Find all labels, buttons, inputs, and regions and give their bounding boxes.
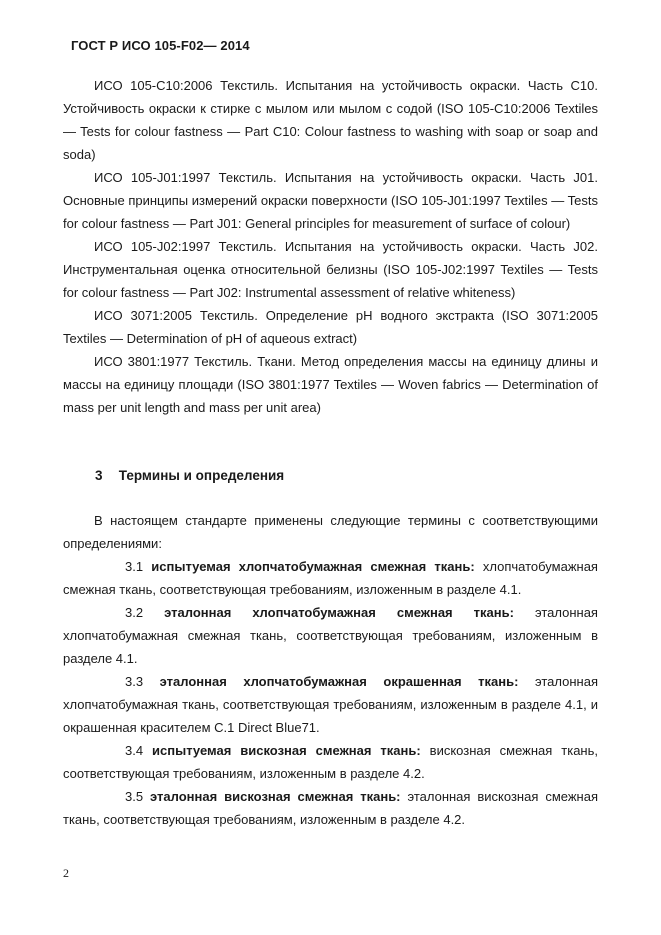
terms-list [63,509,598,831]
normative-references [63,74,598,419]
term-entry [63,739,598,785]
term-number: 3.5 [125,789,144,804]
page-number: 2 [63,866,69,880]
section-heading [95,468,284,483]
reference-item: ИСО 3071:2005 Текстиль. Определение pH водного экстракта (ISO 3071:2005 Textiles — Determination of pH of aqueous extract) [63,308,598,346]
term-entry [63,670,598,739]
document-header: ГОСТ Р ИСО 105-F02— 2014 [71,38,250,53]
term-name: эталонная хлопчатобумажная окрашенная ткань: [159,674,519,689]
term-number: 3.3 [125,674,144,689]
term-definition: эталонная хлопчатобумажная смежная ткань, соответствующая требованиям, изложенным в разделе 4.1. [63,605,598,666]
section-intro: В настоящем стандарте применены следующие термины с соответствующими определениями: [63,513,598,551]
term-definition: хлопчатобумажная смежная ткань, соответствующая требованиям, изложенным в разделе 4.1. [63,559,598,597]
term-number: 3.4 [125,743,144,758]
reference-item: ИСО 105-J02:1997 Текстиль. Испытания на устойчивость окраски. Часть J02. Инструментальная оценка относительной белизны (ISO 105-J02:1997 Textiles — Tests for colour fastness — Part J02: Instrumental assessment of relative whiteness) [63,239,598,300]
term-number: 3.2 [125,605,144,620]
term-name: испытуемая хлопчатобумажная смежная ткань: [151,559,475,574]
reference-item: ИСО 3801:1977 Текстиль. Ткани. Метод определения массы на единицу длины и массы на единицу площади (ISO 3801:1977 Textiles — Woven fabrics — Determination of mass per unit length and mass per unit area) [63,354,598,415]
term-entry [63,555,598,601]
section-title: Термины и определения [118,468,285,483]
term-name: эталонная вискозная смежная ткань: [150,789,401,804]
term-definition: эталонная вискозная смежная ткань, соответствующая требованиям, изложенным в разделе 4.2. [63,789,598,827]
term-entry [63,785,598,831]
term-definition: вискозная смежная ткань, соответствующая требованиям, изложенным в разделе 4.2. [63,743,598,781]
term-entry [63,601,598,670]
term-number: 3.1 [125,559,144,574]
term-name: эталонная хлопчатобумажная смежная ткань: [164,605,514,620]
term-definition: эталонная хлопчатобумажная ткань, соответствующая требованиям, изложенным в разделе 4.1, и окрашенная красителем C.1 Direct Blue71. [63,674,598,735]
reference-item: ИСО 105-C10:2006 Текстиль. Испытания на устойчивость окраски. Часть C10. Устойчивость окраски к стирке с мылом или мылом с содой (ISO 105-C10:2006 Textiles — Tests for colour fastness — Part C10: Colour fastness to washing with soap or soap and soda) [63,78,598,162]
term-name: испытуемая вискозная смежная ткань: [152,743,421,758]
section-number: 3 [95,468,103,483]
reference-item: ИСО 105-J01:1997 Текстиль. Испытания на устойчивость окраски. Часть J01. Основные принципы измерений окраски поверхности (ISO 105-J01:1997 Textiles — Tests for colour fastness — Part J01: General principles for measurement of surface of colour) [63,170,598,231]
